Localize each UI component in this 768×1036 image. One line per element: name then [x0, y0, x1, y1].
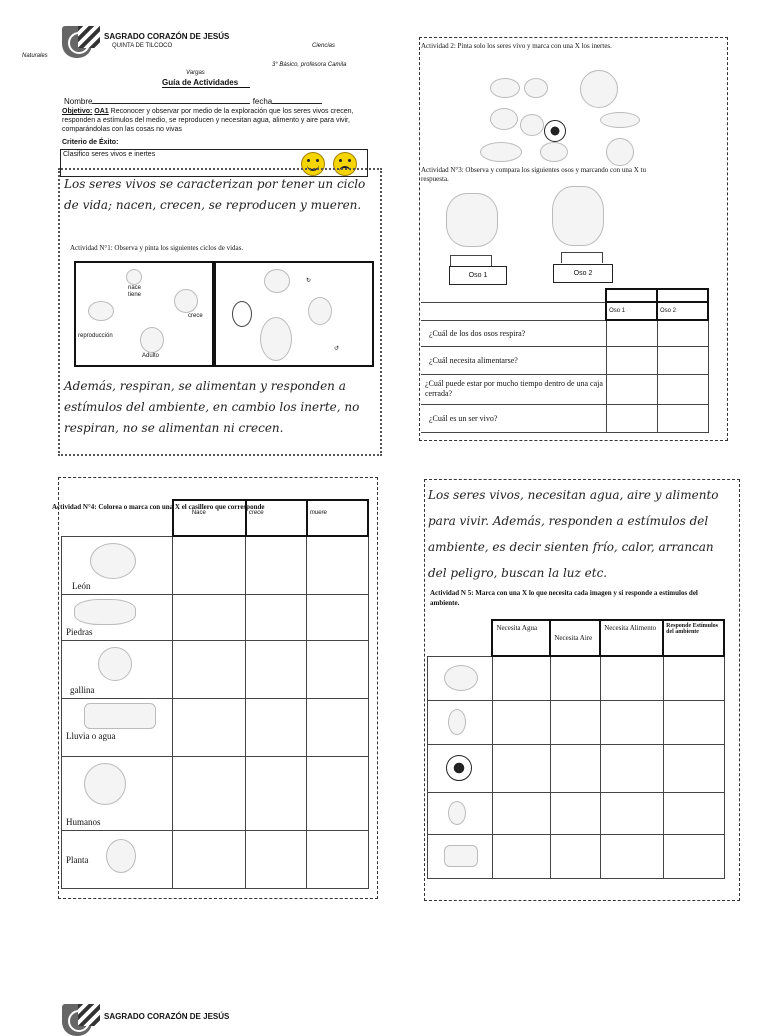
answer-cell[interactable] [606, 374, 657, 404]
header-alimento: Necesita Alimento [600, 620, 663, 656]
activity5-title: Actividad N 5: Marca con una X lo que necesita cada imagen y si responde a estímulos del ambiente. [430, 589, 698, 607]
answer-cell[interactable] [606, 346, 657, 374]
objective-text: Reconocer y observar por medio de la exploración que los seres vivos crecen, responden a estímulos del medio, se reproducen y necesitan agua, alimento y aire para vivir, comparándolas con las cosas no vivas [62, 108, 354, 133]
rocks-icon [74, 599, 136, 625]
mark-cell[interactable] [246, 756, 307, 830]
adult-dog-icon [140, 327, 164, 353]
egg-icon [232, 301, 252, 327]
answer-cell[interactable] [606, 320, 657, 346]
plant-icon [106, 839, 136, 873]
answer-cell[interactable] [657, 404, 708, 432]
name-date-line [64, 97, 364, 106]
chick-icon [308, 297, 332, 325]
header-estimulos: Responde Estímulos del ambiente [663, 620, 724, 656]
real-bear-icon [552, 186, 604, 246]
mark-cell[interactable] [173, 536, 246, 594]
mark-cell[interactable] [492, 834, 550, 878]
answer-cell[interactable] [657, 346, 708, 374]
dog-eating-icon [174, 289, 198, 313]
dog-family-icon [88, 301, 114, 321]
mark-cell[interactable] [307, 640, 368, 698]
header-nace: Nace [191, 510, 206, 516]
chicken-cycle-box[interactable] [214, 261, 374, 367]
hen-icon [260, 317, 292, 361]
mark-cell[interactable] [246, 698, 307, 756]
mark-cell[interactable] [600, 656, 663, 700]
mark-cell[interactable] [173, 830, 246, 888]
row-label-2: gallina [70, 684, 95, 695]
arrow-icon-2: ↺ [334, 346, 340, 352]
mark-cell[interactable] [663, 792, 724, 834]
date-field[interactable] [272, 103, 322, 104]
boy-icon [448, 709, 466, 735]
activity5-table [427, 619, 725, 879]
mark-cell[interactable] [246, 536, 307, 594]
teddy-bear-icon [446, 193, 498, 247]
outro-text: Además, respiran, se alimentan y responden a estímulos del ambiente, en cambio los inerte, no respiran, no se alimentan ni crecen. [64, 379, 360, 435]
grade-teacher: 3° Básico, profesora Camila [272, 62, 347, 68]
mark-cell[interactable] [492, 656, 550, 700]
cycle-label-reproduccion: reproducción [78, 333, 113, 339]
row-label-3: Lluvia o agua [66, 731, 116, 741]
objective-label: Objetivo: [62, 108, 93, 115]
name-label: Nombre [64, 97, 93, 106]
row-label-4: Humanos [66, 816, 101, 827]
cycle-label-tiene: tiene [128, 292, 142, 298]
activity1-title: Actividad N°1: Observa y pinta los siguientes ciclos de vidas. [70, 244, 244, 252]
answer-cell[interactable] [606, 404, 657, 432]
header-agua: Necesita Agua [492, 620, 550, 656]
mark-cell[interactable] [663, 834, 724, 878]
squirrel-icon [490, 108, 518, 130]
school-name: SAGRADO CORAZÓN DE JESÚS [104, 32, 230, 41]
intro-text: Los seres vivos se caracterizan por tener un ciclo de vida; nacen, crecen, se reproducen y mueren. [64, 177, 366, 212]
mark-cell[interactable] [307, 756, 368, 830]
guide-title: Guía de Actividades [162, 78, 250, 88]
mark-cell[interactable] [550, 700, 600, 744]
hen-nest-icon [264, 269, 290, 293]
mark-cell[interactable] [663, 656, 724, 700]
sunflower-icon [606, 138, 634, 166]
date-label: fecha [252, 97, 273, 106]
school-logo-flag [78, 26, 100, 48]
activity2-title: Actividad 2: Pinta solo los seres vivo y marca con una X los inertes. [421, 42, 612, 50]
subject-a: Ciencias [312, 43, 336, 49]
bears-table [421, 288, 709, 433]
bear1-top-box [450, 255, 492, 266]
cycle-label-adulto: Adulto [142, 353, 160, 359]
criterion-text: Clasifico seres vivos e inertes [63, 151, 156, 158]
car-icon [444, 845, 478, 867]
bear2-top-box [561, 252, 603, 263]
needs-intro-text: Los seres vivos, necesitan agua, aire y alimento para vivir. Además, responden a estímulos del ambiente, es decir sienten frío, calor, arrancan del peligro, buscan la luz etc. [428, 488, 719, 580]
teapot-icon [520, 114, 544, 136]
mark-cell[interactable] [307, 536, 368, 594]
answer-cell[interactable] [657, 320, 708, 346]
mark-cell[interactable] [246, 594, 307, 640]
bear2-label: Oso 2 [553, 264, 613, 283]
teacher-lastname: Vargas [186, 70, 205, 76]
ball-icon [446, 755, 472, 781]
dog-cycle-box[interactable] [74, 261, 214, 367]
activity4-title: Actividad N°4: Colorea o marca con una X el casillero que corresponde [52, 503, 265, 511]
question-4: ¿Cuál es un ser vivo? [421, 404, 606, 432]
living-inert-picture[interactable] [480, 64, 650, 164]
mark-cell[interactable] [600, 792, 663, 834]
footer-school-name: SAGRADO CORAZÓN DE JESÚS [104, 1012, 230, 1021]
mark-cell[interactable] [307, 830, 368, 888]
chicken-icon [540, 142, 568, 162]
bicycle-icon [490, 78, 520, 98]
header-muere: muere [309, 510, 327, 516]
bird-icon [524, 78, 548, 98]
objective-code: OA1 [94, 108, 109, 115]
activity4-table [61, 499, 369, 889]
mark-cell[interactable] [663, 700, 724, 744]
bears-header-1: Oso 1 [606, 302, 657, 320]
arrow-icon-1: ↻ [306, 278, 312, 284]
school-campus: QUINTA DE TILCOCO [112, 43, 173, 49]
activity3-title: Actividad N°3: Observa y compara los siguientes osos y marcando con una X tu respuesta. [421, 166, 646, 183]
mark-cell[interactable] [492, 744, 550, 792]
mark-cell[interactable] [600, 834, 663, 878]
hen-icon [98, 647, 132, 681]
mark-cell[interactable] [307, 594, 368, 640]
cycle-label-nace: nace [128, 285, 142, 291]
mark-cell[interactable] [173, 756, 246, 830]
mark-cell[interactable] [173, 594, 246, 640]
mark-cell[interactable] [173, 698, 246, 756]
answer-cell[interactable] [657, 374, 708, 404]
children-icon [84, 763, 126, 805]
fish-icon [600, 112, 640, 128]
puppy-icon [126, 269, 142, 285]
rain-icon [84, 703, 156, 729]
tree-icon [580, 70, 618, 108]
mark-cell[interactable] [550, 834, 600, 878]
school-logo-flag-footer [78, 1004, 100, 1026]
mark-cell[interactable] [246, 640, 307, 698]
mark-cell[interactable] [550, 744, 600, 792]
mark-cell[interactable] [492, 792, 550, 834]
cow-icon [444, 665, 478, 691]
header-crece: crece [248, 510, 264, 516]
question-1: ¿Cuál de los dos osos respira? [421, 320, 606, 346]
criterion-label: Criterio de Éxito: [62, 139, 119, 146]
mark-cell[interactable] [550, 792, 600, 834]
row-label-0: León [72, 580, 91, 591]
objective [62, 107, 366, 134]
row-label-1: Piedras [66, 626, 93, 637]
bears-header-2: Oso 2 [657, 302, 708, 320]
mark-cell[interactable] [600, 744, 663, 792]
flower-icon [448, 801, 466, 825]
mark-cell[interactable] [173, 640, 246, 698]
header-aire: Necesita Aire [550, 620, 600, 656]
mark-cell[interactable] [307, 698, 368, 756]
name-field[interactable] [92, 103, 250, 104]
mark-cell[interactable] [600, 700, 663, 744]
soccer-ball-icon [544, 120, 566, 142]
question-2: ¿Cuál necesita alimentarse? [421, 346, 606, 374]
row-label-5: Planta [66, 855, 89, 865]
mark-cell[interactable] [663, 744, 724, 792]
bear1-label: Oso 1 [449, 266, 507, 285]
mark-cell[interactable] [550, 656, 600, 700]
lion-icon [90, 543, 136, 579]
mark-cell[interactable] [492, 700, 550, 744]
subject-b: Naturales [22, 53, 48, 59]
cycle-label-crece: crece [188, 313, 203, 319]
car-icon [480, 142, 522, 162]
mark-cell[interactable] [246, 830, 307, 888]
question-3: ¿Cuál puede estar por mucho tiempo dentro de una caja cerrada? [421, 374, 606, 404]
